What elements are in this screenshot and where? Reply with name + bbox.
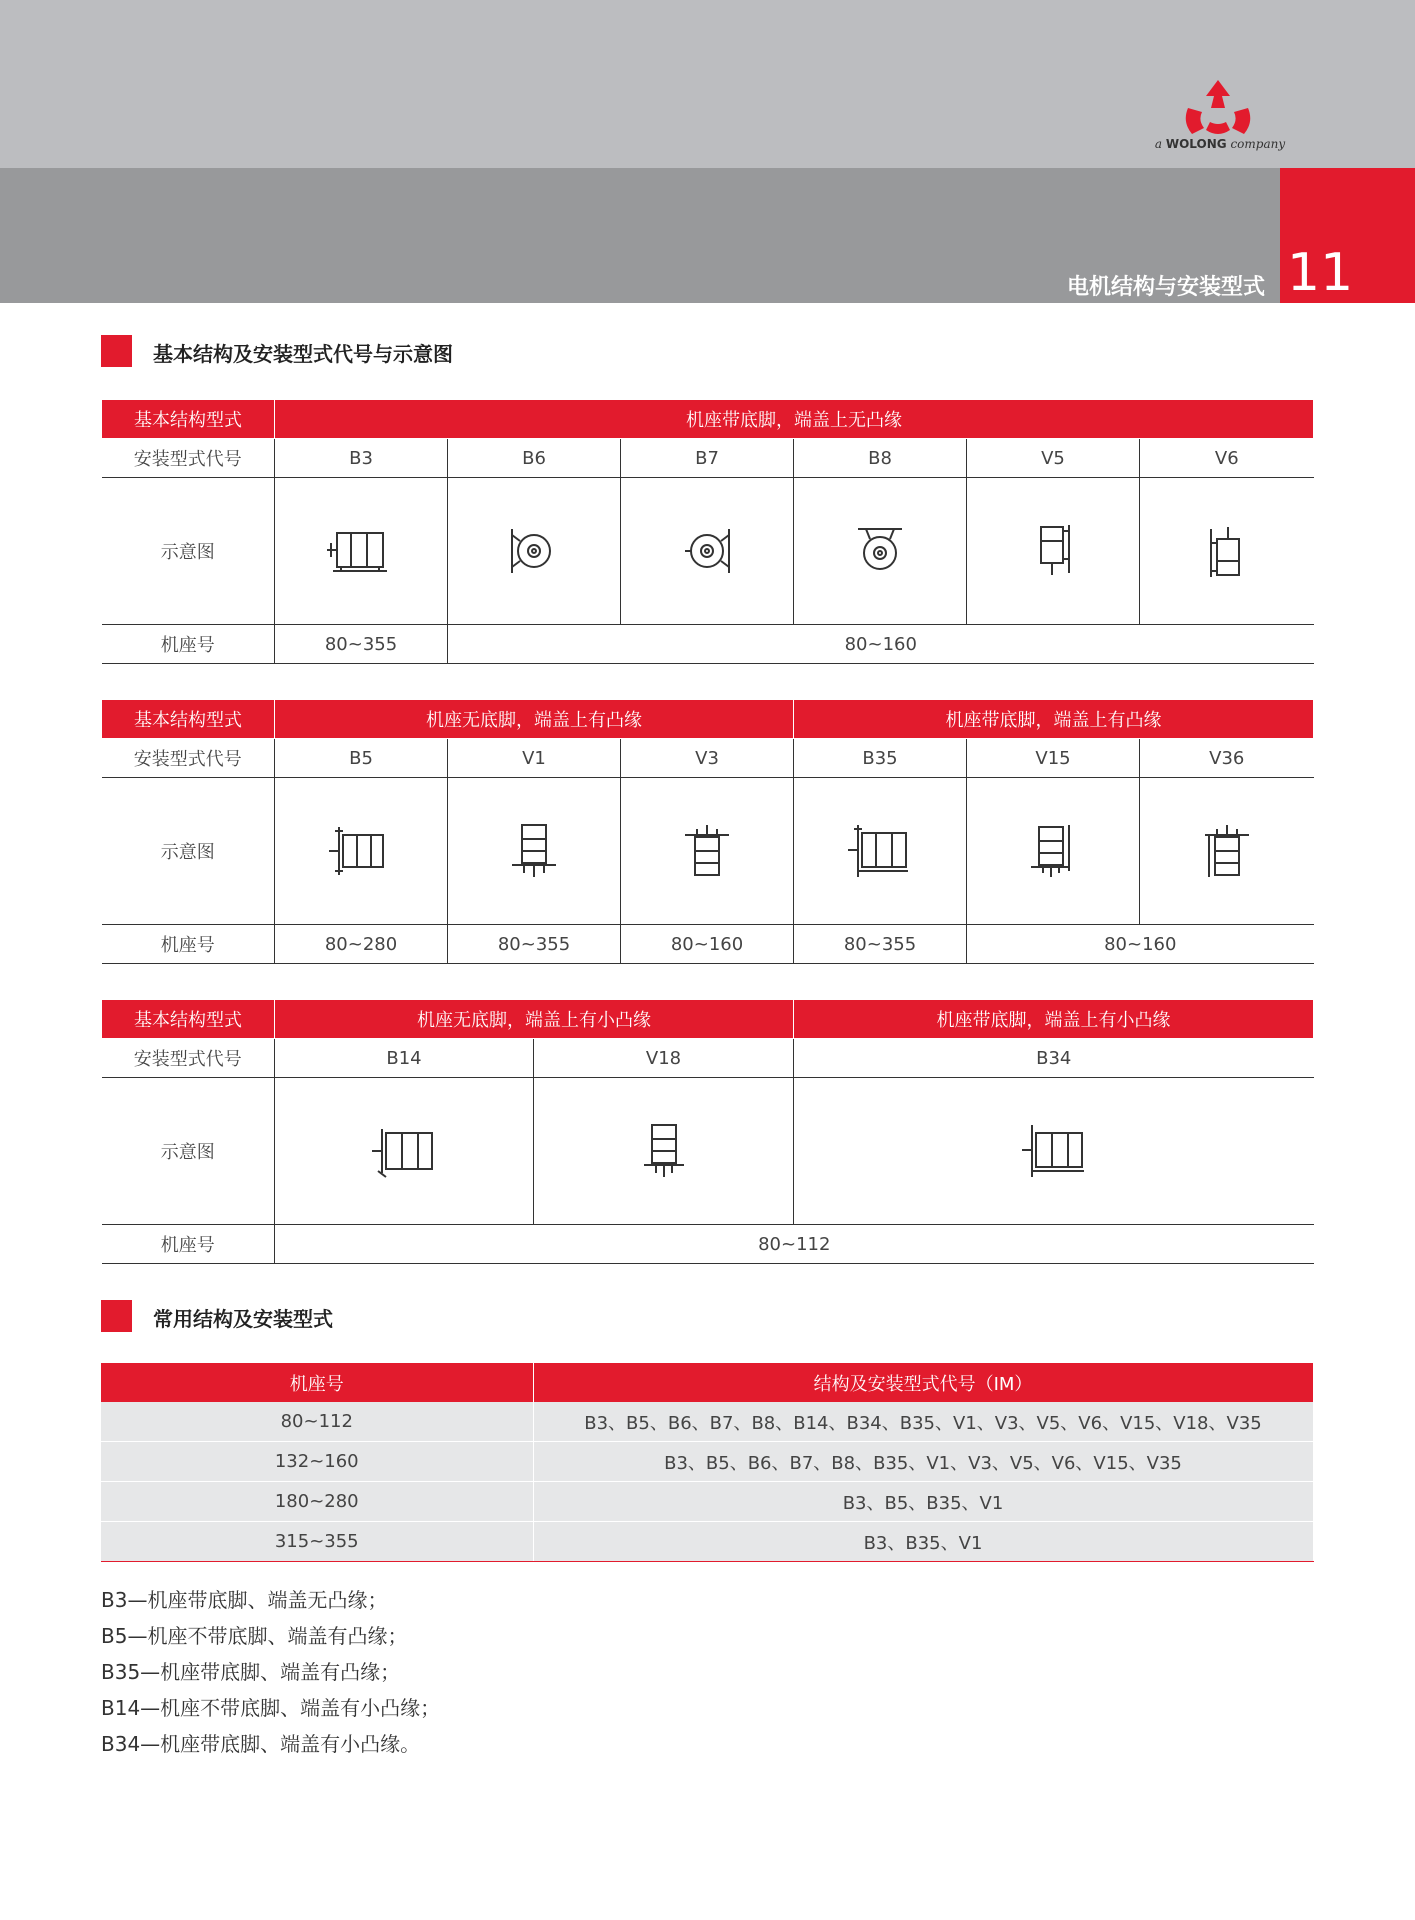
mount-table-3 <box>101 1000 1314 1264</box>
diagram-label: 示意图 <box>102 778 275 925</box>
logo-text: a WOLONG company <box>1154 137 1286 151</box>
frame-cell: 80~160 <box>967 925 1314 964</box>
structure-type: 机座无底脚，端盖上有凸缘 <box>275 700 794 739</box>
code-cell: V6 <box>1140 439 1314 478</box>
code-cell: V5 <box>967 439 1140 478</box>
motor-b8-icon <box>840 521 920 581</box>
code-cell: V36 <box>1140 739 1314 778</box>
frame-label: 机座号 <box>102 625 275 664</box>
codes-cell: B3、B35、V1 <box>533 1522 1313 1562</box>
note-line: B14—机座不带底脚、端盖有小凸缘； <box>101 1696 441 1720</box>
heading-text: 基本结构及安装型式代号与示意图 <box>153 342 453 366</box>
diagram-b5 <box>275 778 448 925</box>
motor-v3-icon <box>667 821 747 881</box>
codes-cell: B3、B5、B6、B7、B8、B14、B34、B35、V1、V3、V5、V6、V15、V18、V35 <box>533 1402 1313 1442</box>
code-cell: B3 <box>275 439 448 478</box>
motor-b3-icon <box>321 521 401 581</box>
code-cell: V3 <box>621 739 794 778</box>
frame-cell: 80~355 <box>275 625 448 664</box>
structure-label: 基本结构型式 <box>102 1000 275 1039</box>
motor-v18-icon <box>624 1121 704 1181</box>
code-cell: B34 <box>794 1039 1314 1078</box>
frame-cell: 80~355 <box>794 925 967 964</box>
structure-type: 机座带底脚，端盖上有小凸缘 <box>794 1000 1314 1039</box>
motor-b6-icon <box>494 521 574 581</box>
table-row <box>101 1442 1313 1482</box>
diagram-b35 <box>794 778 967 925</box>
code-cell: B7 <box>621 439 794 478</box>
note-line: B3—机座带底脚、端盖无凸缘； <box>101 1588 388 1612</box>
code-label: 安装型式代号 <box>102 739 275 778</box>
code-label: 安装型式代号 <box>102 1039 275 1078</box>
notes <box>101 1582 440 1762</box>
table-row <box>101 1522 1313 1562</box>
note-line: B34—机座带底脚、端盖有小凸缘。 <box>101 1732 421 1756</box>
frame-cell: 80~112 <box>275 1225 1314 1264</box>
diagram-b14 <box>275 1078 534 1225</box>
motor-v5-icon <box>1013 521 1093 581</box>
motor-b14-icon <box>364 1121 444 1181</box>
frame-cell: 132~160 <box>101 1442 533 1482</box>
code-cell: B6 <box>448 439 621 478</box>
diagram-v15 <box>967 778 1140 925</box>
frame-label: 机座号 <box>102 1225 275 1264</box>
note-line: B5—机座不带底脚、端盖有凸缘； <box>101 1624 408 1648</box>
motor-b35-icon <box>840 821 920 881</box>
note-line: B35—机座带底脚、端盖有凸缘； <box>101 1660 401 1684</box>
codes-cell: B3、B5、B35、V1 <box>533 1482 1313 1522</box>
frame-cell: 80~280 <box>275 925 448 964</box>
frame-cell: 315~355 <box>101 1522 533 1562</box>
diagram-v3 <box>621 778 794 925</box>
frame-cell: 80~160 <box>448 625 1314 664</box>
table-row <box>101 1402 1313 1442</box>
wolong-logo-icon <box>1178 78 1258 140</box>
frame-cell: 80~355 <box>448 925 621 964</box>
heading-marker <box>101 1300 132 1332</box>
code-cell: V18 <box>534 1039 794 1078</box>
common-mount-table <box>101 1363 1314 1562</box>
structure-type: 机座带底脚，端盖上有凸缘 <box>794 700 1314 739</box>
motor-v6-icon <box>1187 521 1267 581</box>
frame-label: 机座号 <box>102 925 275 964</box>
diagram-b7 <box>621 478 794 625</box>
motor-b34-icon <box>1014 1121 1094 1181</box>
column-header: 结构及安装型式代号（IM） <box>533 1363 1313 1402</box>
diagram-v6 <box>1140 478 1314 625</box>
diagram-b34 <box>794 1078 1314 1225</box>
frame-cell: 80~160 <box>621 925 794 964</box>
diagram-v18 <box>534 1078 794 1225</box>
section-title: 电机结构与安装型式 <box>1066 275 1265 300</box>
diagram-v5 <box>967 478 1140 625</box>
diagram-b3 <box>275 478 448 625</box>
code-cell: B35 <box>794 739 967 778</box>
code-cell: V15 <box>967 739 1140 778</box>
diagram-label: 示意图 <box>102 1078 275 1225</box>
diagram-b6 <box>448 478 621 625</box>
structure-type: 机座无底脚，端盖上有小凸缘 <box>275 1000 794 1039</box>
table-row <box>101 1482 1313 1522</box>
code-cell: B5 <box>275 739 448 778</box>
column-header: 机座号 <box>101 1363 533 1402</box>
heading-text: 常用结构及安装型式 <box>153 1307 333 1331</box>
motor-b7-icon <box>667 521 747 581</box>
motor-v15-icon <box>1013 821 1093 881</box>
frame-cell: 180~280 <box>101 1482 533 1522</box>
code-label: 安装型式代号 <box>102 439 275 478</box>
diagram-v36 <box>1140 778 1314 925</box>
motor-v1-icon <box>494 821 574 881</box>
diagram-b8 <box>794 478 967 625</box>
motor-v36-icon <box>1187 821 1267 881</box>
page-number: 11 <box>1287 243 1354 303</box>
motor-b5-icon <box>321 821 401 881</box>
diagram-label: 示意图 <box>102 478 275 625</box>
code-cell: B8 <box>794 439 967 478</box>
mount-table-1 <box>101 400 1314 664</box>
mount-table-2 <box>101 700 1314 964</box>
codes-cell: B3、B5、B6、B7、B8、B35、V1、V3、V5、V6、V15、V35 <box>533 1442 1313 1482</box>
diagram-v1 <box>448 778 621 925</box>
structure-label: 基本结构型式 <box>102 400 275 439</box>
structure-label: 基本结构型式 <box>102 700 275 739</box>
frame-cell: 80~112 <box>101 1402 533 1442</box>
code-cell: V1 <box>448 739 621 778</box>
code-cell: B14 <box>275 1039 534 1078</box>
structure-type: 机座带底脚，端盖上无凸缘 <box>275 400 1314 439</box>
heading-marker <box>101 335 132 367</box>
